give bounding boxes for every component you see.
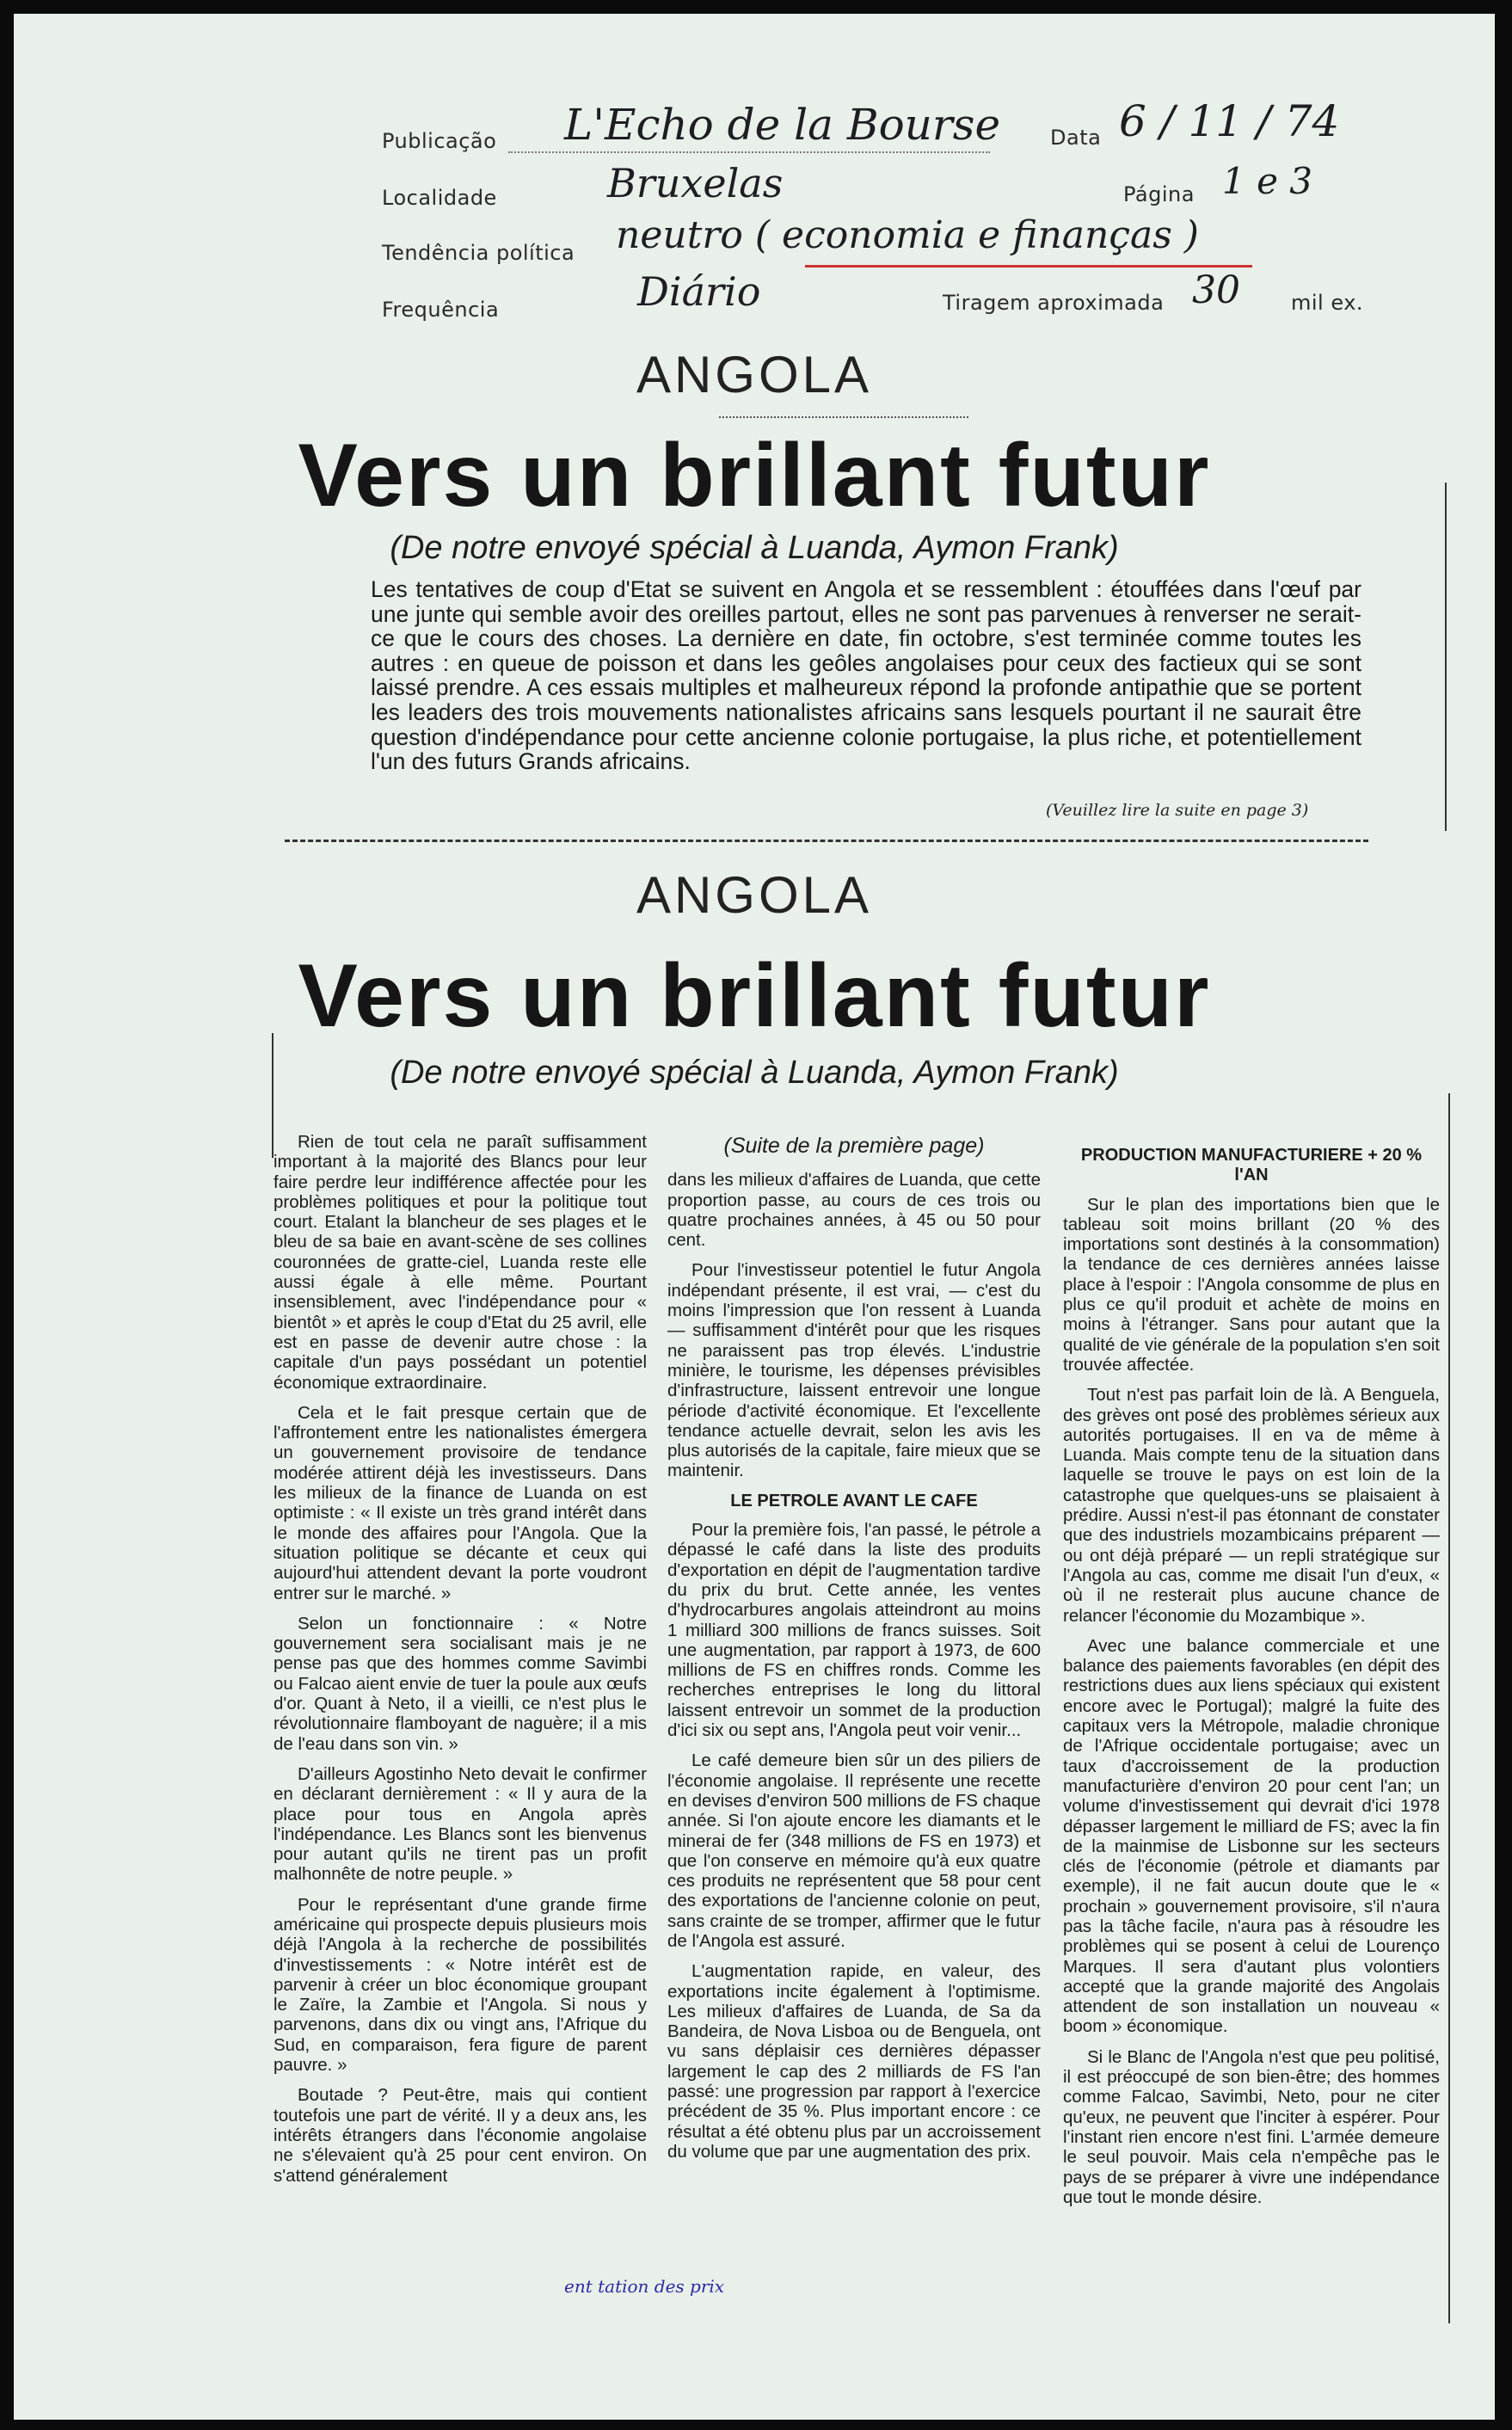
inside-byline: (De notre envoyé spécial à Luanda, Aymon Frank) (390, 1055, 1119, 1091)
tendencia-red-underline (805, 265, 1252, 268)
pagina-value: 1 e 3 (1222, 160, 1312, 202)
col1-paragraph: Pour le représentant d'une grande firme américaine qui prospecte depuis plusieurs mois déjà l'Angola à la recherche de possibilités d'investissements : « Notre intérêt est de parvenir à créer un bloc économique groupant le Zaïre, la Zambie et l'Angola. Si nous y parvenons, dans dix ou vingt ans, l'Afrique du Sud, en comparaison, fera figure de parent pauvre. » (274, 1894, 647, 2076)
publicacao-value: L'Echo de la Bourse (564, 100, 1001, 150)
column-2 (667, 1136, 1041, 2172)
inside-right-rule (1448, 1093, 1450, 2323)
data-label: Data (1050, 126, 1102, 150)
front-headline: Vers un brillant futur (298, 426, 1211, 526)
tiragem-unit: mil ex. (1291, 291, 1364, 315)
col3-paragraph: Tout n'est pas parfait loin de là. A Benguela, des grèves ont posé des problèmes sérieux aux autorités portugaises. Il en va de même à Luanda. Mais compte tenu de la situation dans laquelle se trouve le pays on est loin de la catastrophe que quelques-uns se plaisaient à prédire. Aussi n'est-il pas étonnant de constater que des industriels mozambicains préparent — ou ont déjà préparé — un repli stratégique sur l'Angola au cas, comme me disait l'un d'eux, « où il ne resterait plus aucune chance de relancer l'économie du Mozambique ». (1063, 1385, 1440, 1626)
pagina-label: Página (1123, 182, 1195, 206)
col1-paragraph: D'ailleurs Agostinho Neto devait le confirmer en déclarant dernièrement : « Il y aura de la place pour tous en Angola après l'indépendance. Les Blancs sont les bienvenus pour autant qu'ils ne tirent pas un profit malhonnête de notre peuple. » (274, 1763, 647, 1885)
col2-paragraph: Le café demeure bien sûr un des piliers de l'économie angolaise. Il représente une recette en devises d'environ 500 millions de FS chaque année. Si l'on ajoute encore les diamants et le minerai de fer (348 millions de FS en 1973) et que l'on conserve en mémoire qu'à eux quatre ces produits ne représentent que 58 pour cent des exportations de l'ancienne colonie on peut, sans crainte de se tromper, affirmer que le futur de l'Angola est assuré. (667, 1750, 1041, 1951)
col3-paragraph: Si le Blanc de l'Angola n'est que peu politisé, il est préoccupé de son bien-être; des hommes comme Falcao, Savimbi, Neto, pour ne citer qu'eux, ne peuvent que l'inciter à espérer. Pour l'instant rien encore n'est fini. L'armée demeure le seul pouvoir. Mais cela n'empêche pas le pays de se préparer à vivre une indépendance que tout le monde désire. (1063, 2046, 1440, 2207)
tiragem-value: 30 (1192, 268, 1240, 312)
front-right-rule (1445, 483, 1447, 831)
column-1 (274, 1132, 647, 2196)
publicacao-label: Publicação (382, 129, 497, 153)
clipping-divider (285, 840, 1368, 842)
frequencia-value: Diário (637, 268, 761, 315)
localidade-label: Localidade (382, 186, 497, 210)
handwritten-continuation-note: ent tation des prix (564, 2276, 725, 2297)
localidade-value: Bruxelas (607, 160, 784, 206)
col1-paragraph: Boutade ? Peut-être, mais qui contient toutefois une part de vérité. Il y a deux ans, les intérêts étrangers dans l'économie angolaise ne s'élevaient qu'à 25 pour cent environ. On s'attend généralement (274, 2085, 647, 2186)
front-kicker: ANGOLA (636, 346, 873, 403)
front-lead-paragraph: Les tentatives de coup d'Etat se suivent en Angola et se ressemblent : étouffées dans l'œuf par une junte qui semble avoir des oreilles partout, elles ne sont pas parvenues à renverser ne serait-ce que le cours des choses. La dernière en date, fin octobre, s'est terminée comme toutes les autres : en queue de poisson et dans les geôles angolaises pour ceux des factieux qui se sont laissé prendre. A ces essais multiples et malheureux répond la profonde antipathie que se portent les leaders des trois mouvements nationalistes africains sans lesquels pourtant il ne saurait être question d'indépendance pour cette ancienne colonie portugaise, la plus riche, et potentiellement l'un des futurs Grands africains. (371, 576, 1361, 775)
col2-paragraph: Pour la première fois, l'an passé, le pétrole a dépassé le café dans la liste des produits d'exportation en dépit de l'augmentation tardive du prix du brut. Cette année, les ventes d'hydrocarbures angolais atteindront au moins 1 milliard 300 millions de francs suisses. Soit une augmentation, par rapport à 1973, de 600 millions de FS en chiffres ronds. Comme les recherches entreprises le long du littoral laissent entrevoir un sommet de la production d'ici six ou sept ans, l'Angola peut voir venir... (667, 1520, 1041, 1741)
front-byline: (De notre envoyé spécial à Luanda, Aymon Frank) (390, 530, 1119, 566)
tiragem-label: Tiragem aproximada (943, 291, 1165, 315)
front-kicker-rule (719, 416, 968, 418)
publicacao-dots (508, 151, 990, 153)
suite-note: (Suite de la première page) (723, 1134, 985, 1158)
col1-paragraph: Selon un fonctionnaire : « Notre gouvernement sera socialisant mais je ne pense pas que des hommes comme Savimbi ou Falcao aient envie de tuer la poule aux œufs d'or. Quant à Neto, il a vieilli, ce n'est plus le révolutionnaire flamboyant de naguère; il a mis de l'eau dans son vin. » (274, 1613, 647, 1754)
col2-paragraph: dans les milieux d'affaires de Luanda, que cette proportion passe, au cours de ces trois ou quatre prochaines années, à 45 ou 50 pour cent. (667, 1170, 1041, 1251)
col2-paragraph: L'augmentation rapide, en valeur, des exportations incite également à l'optimisme. Les milieux d'affaires de Luanda, de Sa da Bandeira, de Nova Lisboa ou de Benguela, ont vu sans déplaisir ces dernières dépasser largement le cap des 2 milliards de FS l'an passé: une progression par rapport à l'exercice précédent de 35 %. Plus important encore : ce résultat a été obtenu plus par un accroissement du volume que par une augmentation des prix. (667, 1961, 1041, 2162)
inside-kicker: ANGOLA (636, 866, 873, 924)
tendencia-label: Tendência política (382, 241, 575, 265)
inside-headline: Vers un brillant futur (298, 946, 1211, 1046)
front-continued-note: (Veuillez lire la suite en page 3) (1046, 801, 1309, 820)
subhead-production: PRODUCTION MANUFACTURIERE + 20 % l'AN (1080, 1146, 1423, 1185)
col1-paragraph: Rien de tout cela ne paraît suffisamment important à la majorité des Blancs pour leur faire perdre leur indifférence affectée pour les problèmes politiques et pour la politique tout court. Etalant la blancheur de ses plages et le bleu de sa baie en avant-scène de ses collines couronnées de gratte-ciel, Luanda reste elle aussi égale à elle même. Pourtant insensiblement, avec l'indépendance pour « bientôt » et après le coup d'Etat du 25 avril, elle est en passe de devenir autre chose : la capitale d'un pays possédant un potentiel économique extraordinaire. (274, 1132, 647, 1393)
col3-paragraph: Sur le plan des importations bien que le tableau soit moins brillant (20 % des importations sont destinés à la consommation) la tendance de ces dernières années laisse place à l'espoir : l'Angola consomme de plus en plus ce qu'il produit et achète de moins en moins à l'étranger. Sans pour autant que la qualité de vie générale de la population s'en soit trouvée affectée. (1063, 1194, 1440, 1375)
frequencia-label: Frequência (382, 298, 500, 322)
clipping-sheet (14, 14, 1495, 2420)
column-3 (1063, 1141, 1440, 2218)
tendencia-value: neutro ( economia e finanças ) (616, 213, 1199, 257)
subhead-petrole: LE PETROLE AVANT LE CAFE (730, 1491, 978, 1510)
data-value: 6 / 11 / 74 (1119, 96, 1340, 146)
col2-paragraph: Pour l'investisseur potentiel le futur Angola indépendant présente, il est vrai, — c'est du moins l'impression que l'on ressent à Luanda — suffisamment d'intérêt pour que les risques ne paraissent pas trop élevés. L'industrie minière, le tourisme, les dépenses prévisibles d'infrastructure, laissent entrevoir une longue période d'activité économique. Et l'excellente tendance actuelle devrait, selon les avis les plus autorisés de la capitale, faire mieux que se maintenir. (667, 1260, 1041, 1481)
col1-paragraph: Cela et le fait presque certain que de l'affrontement entre les nationalistes émergera un gouvernement provisoire de tendance modérée attirent déjà les investisseurs. Dans les milieux de la finance de Luanda on est optimiste : « Il existe un très grand intérêt dans le monde des affaires pour l'Angola. Que la situation politique se décante et ceux qui aujourd'hui attendent devant la porte voudront entrer sur le marché. » (274, 1402, 647, 1603)
col3-paragraph: Avec une balance commerciale et une balance des paiements favorables (en dépit des restrictions dues aux liens spéciaux qui existent encore avec le Portugal); malgré la fuite des capitaux vers la Métropole, maladie chronique de l'Afrique occidentale portugaise; avec un taux d'accroissement de la production manufacturière d'environ 20 pour cent l'an; un volume d'investissement qui devrait d'ici 1978 dépasser largement le milliard de FS; avec la fin de la mainmise de Lisbonne sur les secteurs clés de l'économie (pétrole et diamants par exemple), il ne fait aucun doute que le « prochain » gouvernement provisoire, s'il n'aura pas la tâche facile, n'aura pas à résoudre les problèmes qui se posent à celui de Lourenço Marques. Il sera d'autant plus volontiers accepté que la grande majorité des Angolais attendent de son installation un nouveau « boom » économique. (1063, 1635, 1440, 2037)
